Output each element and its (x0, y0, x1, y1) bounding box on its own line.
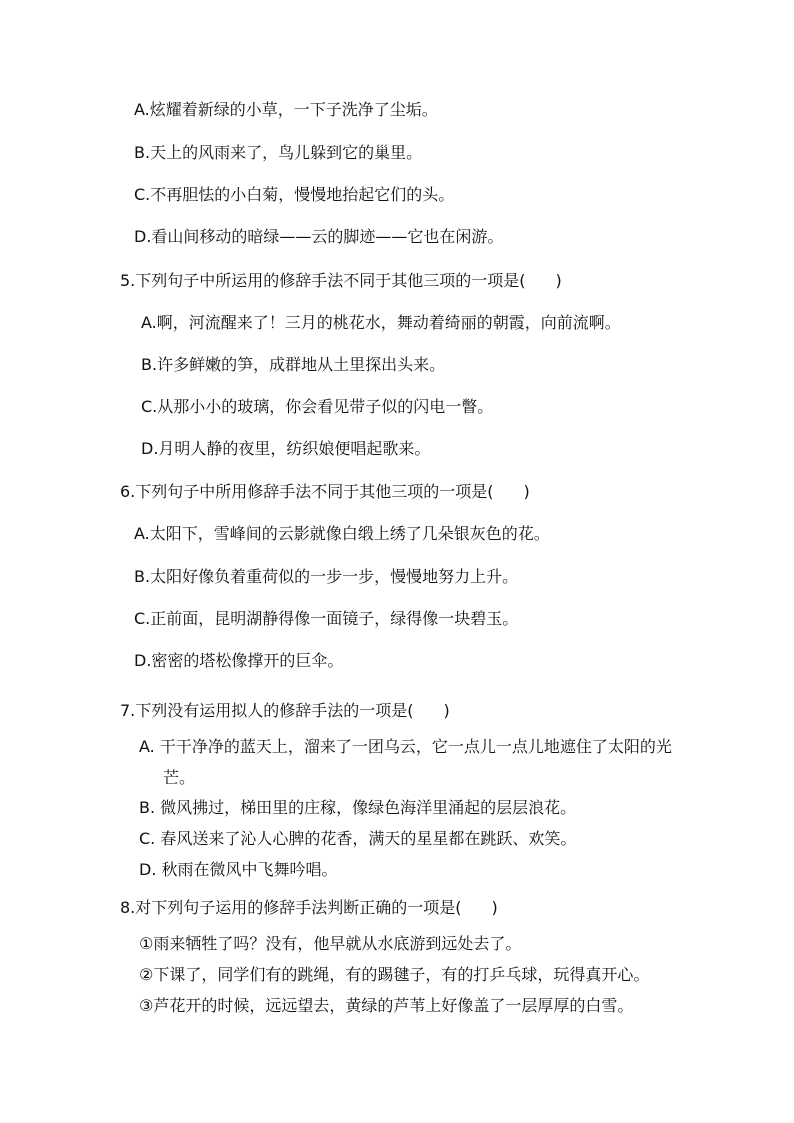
q7-option-a-line1: A. 干干净净的蓝天上，溜来了一团乌云，它一点儿一点儿地遮住了太阳的光 (139, 737, 672, 756)
q4-option-c: C.不再胆怯的小白菊，慢慢地抬起它们的头。 (134, 185, 455, 204)
q6-option-b: B.太阳好像负着重荷似的一步一步，慢慢地努力上升。 (134, 567, 519, 586)
q7-option-b: B. 微风拂过，梯田里的庄稼，像绿色海洋里涌起的层层浪花。 (139, 798, 577, 817)
q5-option-c: C.从那小小的玻璃，你会看见带子似的闪电一瞥。 (141, 397, 494, 416)
q4-option-d: D.看山间移动的暗绿——云的脚迹——它也在闲游。 (134, 227, 504, 246)
q6-stem-text: 6.下列句子中所用修辞手法不同于其他三项的一项是( (120, 482, 494, 501)
q7-stem-text: 7.下列没有运用拟人的修辞手法的一项是( (120, 701, 414, 720)
q8-close-paren: ) (491, 898, 498, 917)
q5-option-a: A.啊，河流醒来了！三月的桃花水，舞动着绮丽的朝霞，向前流啊。 (141, 313, 621, 332)
q5-close-paren: ) (555, 271, 562, 290)
q6-close-paren: ) (523, 482, 530, 501)
q5-option-d: D.月明人静的夜里，纺织娘便唱起歌来。 (141, 439, 431, 458)
q5-stem (120, 271, 562, 291)
q7-stem (120, 701, 450, 721)
q7-option-d: D. 秋雨在微风中飞舞吟唱。 (139, 860, 338, 879)
q4-option-b: B.天上的风雨来了，鸟儿躲到它的巢里。 (134, 143, 423, 162)
q8-item-2: ②下课了，同学们有的跳绳，有的踢毽子，有的打乒乓球，玩得真开心。 (139, 965, 650, 984)
q8-stem (120, 898, 498, 918)
q7-option-a-line2: 芒。 (163, 768, 196, 787)
q7-close-paren: ) (443, 701, 450, 720)
q7-option-c: C. 春风送来了沁人心脾的花香，满天的星星都在跳跃、欢笑。 (139, 829, 577, 848)
q8-stem-text: 8.对下列句子运用的修辞手法判断正确的一项是( (120, 898, 462, 917)
q6-option-d: D.密密的塔松像撑开的巨伞。 (134, 651, 344, 670)
q8-item-3: ③芦花开的时候，远远望去，黄绿的芦苇上好像盖了一层厚厚的白雪。 (139, 996, 634, 1015)
q6-stem (120, 482, 530, 502)
q8-item-1: ①雨来牺牲了吗？没有，他早就从水底游到远处去了。 (139, 934, 522, 953)
q5-stem-text: 5.下列句子中所运用的修辞手法不同于其他三项的一项是( (120, 271, 526, 290)
q4-option-a: A.炫耀着新绿的小草，一下子洗净了尘垢。 (134, 100, 438, 119)
q6-option-a: A.太阳下，雪峰间的云影就像白缎上绣了几朵银灰色的花。 (134, 524, 550, 543)
q6-option-c: C.正前面，昆明湖静得像一面镜子，绿得像一块碧玉。 (134, 609, 519, 628)
q5-option-b: B.许多鲜嫩的笋，成群地从土里探出头来。 (141, 355, 446, 374)
